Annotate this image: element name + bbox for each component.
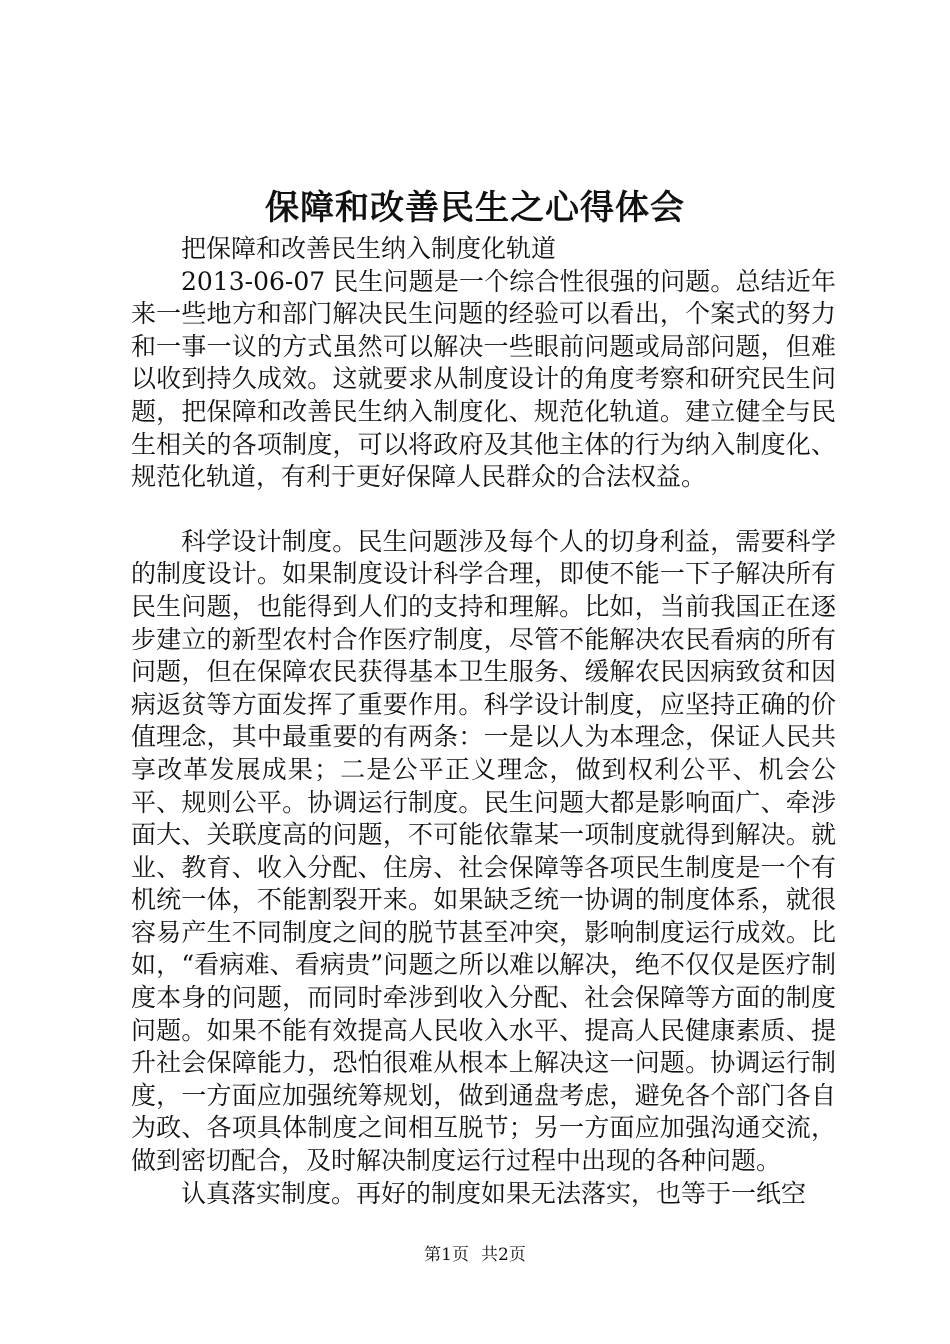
paragraph-design-system: 科学设计制度。民生问题涉及每个人的切身利益，需要科学的制度设计。如果制度设计科学合理，即使不能一下子解决所有民生问题，也能得到人们的支持和理解。比如，当前我国正在逐步建立的新型农村合作医疗制度，尽管不能解决农民看病的所有问题，但在保障农民获得基本卫生服务、缓解农民因病致贫和因病返贫等方面发挥了重要作用。科学设计制度，应坚持正确的价值理念，其中最重要的有两条：一是以人为本理念，保证人民共享改革发展成果；二是公平正义理念，做到权利公平、机会公平、规则公平。协调运行制度。民生问题大都是影响面广、牵涉面大、关联度高的问题，不可能依靠某一项制度就得到解决。就业、教育、收入分配、住房、社会保障等各项民生制度是一个有机统一体，不能割裂开来。如果缺乏统一协调的制度体系，就很容易产生不同制度之间的脱节甚至冲突，影响制度运行成效。比如，“看病难、看病贵”问题之所以难以解决，绝不仅仅是医疗制度本身的问题，而同时牵涉到收入分配、社会保障等方面的制度问题。如果不能有效提高人民收入水平、提高人民健康素质、提升社会保障能力，恐怕很难从根本上解决这一问题。协调运行制度，一方面应加强统筹规划，做到通盘考虑，避免各个部门各自为政、各项具体制度之间相互脱节；另一方面应加强沟通交流，做到密切配合，及时解决制度运行过程中出现的各种问题。 bbox=[131, 526, 836, 1176]
page-number-total: 共2页 bbox=[481, 1245, 526, 1265]
document-title: 保障和改善民生之心得体会 bbox=[265, 188, 685, 228]
page-footer bbox=[0, 1243, 950, 1267]
page-number-current: 第1页 bbox=[424, 1245, 469, 1265]
document-body bbox=[131, 233, 836, 1210]
paragraph-implement-system: 认真落实制度。再好的制度如果无法落实，也等于一纸空 bbox=[181, 1178, 807, 1208]
paragraph-subtitle: 把保障和改善民生纳入制度化轨道 bbox=[181, 234, 557, 263]
paragraph-intro: 2013-06-07 民生问题是一个综合性很强的问题。总结近年来一些地方和部门解决民生问题的经验可以看出，个案式的努力和一事一议的方式虽然可以解决一些眼前问题或局部问题，但难以收到持久成效。这就要求从制度设计的角度考察和研究民生问题，把保障和改善民生纳入制度化、规范化轨道。建立健全与民生相关的各项制度，可以将政府及其他主体的行为纳入制度化、规范化轨道，有利于更好保障人民群众的合法权益。 bbox=[131, 266, 836, 492]
